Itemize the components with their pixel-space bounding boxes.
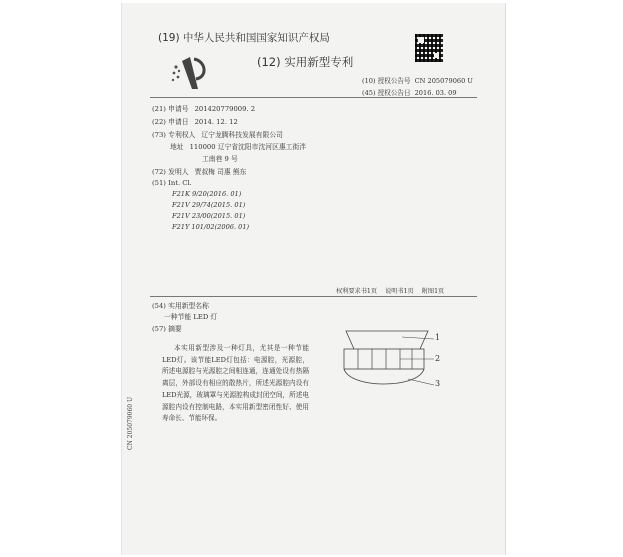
abstract-text: 本实用新型涉及一种灯具，尤其是一种节能LED灯。该节能LED灯包括：电源腔，光源腔，所述电源腔与光源腔之间相连通，连通处设有热隔离层，外部设有相应的散热片，所述光源腔内设有LED光源，玻璃罩与光源腔构成封闭空间，所述电源腔内设有控制电路，本实用新型密闭性好、使用寿命长、节能环保。: [162, 344, 309, 423]
biblio-row: (51) Int. Cl.: [152, 179, 192, 187]
document-type: (12) 实用新型专利: [257, 55, 354, 69]
biblio-row: (73) 专利权人 辽宁龙腾科技发展有限公司: [152, 131, 283, 139]
figure-label-1: 1: [435, 333, 441, 342]
biblio-row: (72) 发明人 贾叔梅 司惠 熊东: [152, 168, 247, 176]
page-counts: 权利要求书1页 说明书1页 附图1页: [336, 288, 445, 295]
office-title: (19) 中华人民共和国国家知识产权局: [158, 32, 330, 44]
side-publication-number: CN 205079060 U: [127, 396, 134, 450]
publication-number: [362, 75, 473, 85]
figure-label-2: 2: [435, 354, 441, 363]
publication-number-label: (10) 授权公告号: [362, 77, 411, 85]
ipc-class: F21V 29/74(2015. 01): [172, 201, 246, 209]
cnipa-logo-icon: [168, 53, 210, 91]
figure-label-3: 3: [435, 379, 441, 388]
utility-model-title: 一种节能 LED 灯: [164, 313, 218, 321]
ipc-class: F21V 23/00(2015. 01): [172, 212, 246, 220]
led-lamp-figure: [330, 329, 440, 393]
publication-date: [362, 87, 457, 97]
qr-code-icon: [415, 34, 443, 62]
patent-page: [122, 3, 505, 555]
ipc-class: F21K 9/20(2016. 01): [172, 190, 242, 198]
biblio-row: 工南巷 9 号: [202, 155, 238, 163]
ipc-class: F21Y 101/02(2006. 01): [172, 223, 250, 231]
publication-date-label: (45) 授权公告日: [362, 89, 411, 97]
biblio-row: 地址 110000 辽宁省沈阳市沈河区惠工街泮: [170, 143, 307, 151]
biblio-row: (21) 申请号 201420779009. 2: [152, 105, 256, 113]
publication-date-value: 2016. 03. 09: [414, 89, 457, 97]
header-rule: [150, 97, 477, 98]
biblio-row: (22) 申请日 2014. 12. 12: [152, 118, 238, 126]
title-label: (54) 实用新型名称: [152, 302, 209, 310]
section-rule: [150, 296, 477, 297]
publication-number-value: CN 205079060 U: [414, 77, 473, 85]
abstract-label: (57) 摘要: [152, 325, 182, 333]
